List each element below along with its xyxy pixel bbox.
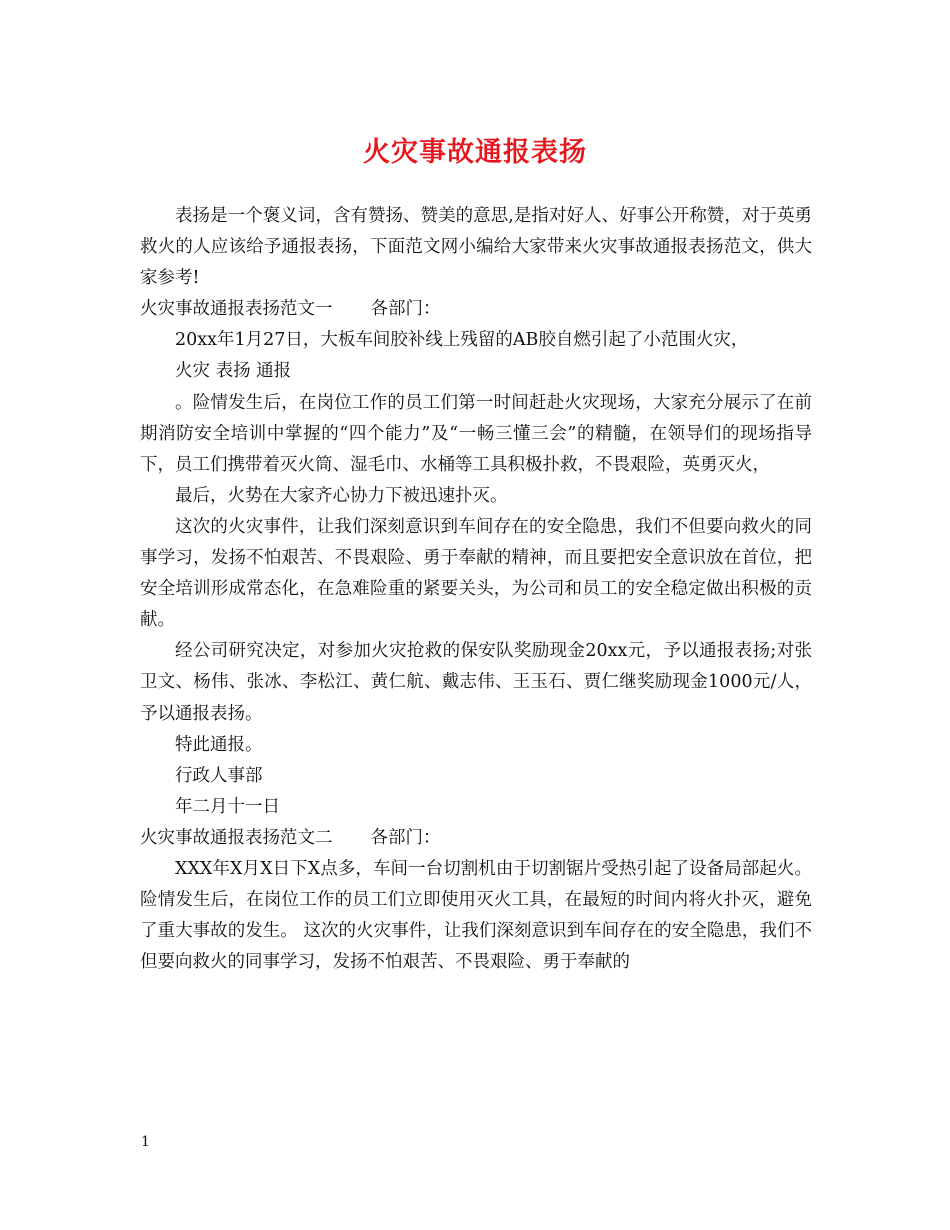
section1-paragraph-2: 。险情发生后，在岗位工作的员工们第一时间赶赴火灾现场，大家充分展示了在前期消防安全培训中掌握的“四个能力”及“一畅三懂三会”的精髓，在领导们的现场指导下，员工们携带着灭火筒、湿毛巾、水桶等工具积极扑救，不畏艰险，英勇灭火， — [140, 392, 812, 475]
section2-paragraph-1: XXX年X月X日下X点多，车间一台切割机由于切割锯片受热引起了设备局部起火。险情发生后，在岗位工作的员工们立即使用灭火工具，在最短的时间内将火扑灭，避免了重大事故的发生。 这次的火灾事件，让我们深刻意识到车间存在的安全隐患，我们不但要向救火的同事学习，发扬不怕艰苦、不畏艰险、勇于奉献的 — [140, 858, 812, 973]
section1-heading: 火灾事故通报表扬范文一 — [140, 299, 333, 320]
section1-paragraph-3: 最后，火势在大家齐心协力下被迅速扑灭。 — [175, 485, 508, 506]
section1-salutation: 各部门： — [370, 299, 441, 320]
section1-paragraph-5: 经公司研究决定，对参加火灾抢救的保安队奖励现金20xx元，予以通报表扬;对张卫文、杨伟、张冰、李松江、黄仁航、戴志伟、王玉石、贾仁继奖励现金1000元/人，予以通报表扬。 — [140, 641, 812, 724]
section1-date: 年二月十一日 — [175, 796, 280, 817]
section2-heading-line — [140, 823, 812, 854]
section2-heading: 火灾事故通报表扬范文二 — [140, 827, 333, 848]
section2-salutation: 各部门： — [370, 827, 441, 848]
section1-paragraph-1: 20xx年1月27日，大板车间胶补线上残留的AB胶自燃引起了小范围火灾， — [175, 330, 749, 351]
document-title: 火灾事故通报表扬 — [363, 137, 587, 168]
section1-heading-line — [140, 294, 812, 325]
document-body — [140, 201, 812, 978]
section1-signature: 行政人事部 — [175, 765, 263, 786]
section1-closing: 特此通报。 — [175, 734, 263, 755]
page-number: 1 — [141, 1134, 150, 1150]
intro-paragraph: 表扬是一个褒义词，含有赞扬、赞美的意思,是指对好人、好事公开称赞，对于英勇救火的人应该给予通报表扬，下面范文网小编给大家带来火灾事故通报表扬范文，供大家参考! — [140, 206, 812, 289]
section1-paragraph-4: 这次的火灾事件，让我们深刻意识到车间存在的安全隐患，我们不但要向救火的同事学习，发扬不怕艰苦、不畏艰险、勇于奉献的精神，而且要把安全意识放在首位，把安全培训形成常态化，在急难险重的紧要关头，为公司和员工的安全稳定做出积极的贡献。 — [140, 516, 812, 631]
section1-tags: 火灾 表扬 通报 — [175, 361, 292, 382]
